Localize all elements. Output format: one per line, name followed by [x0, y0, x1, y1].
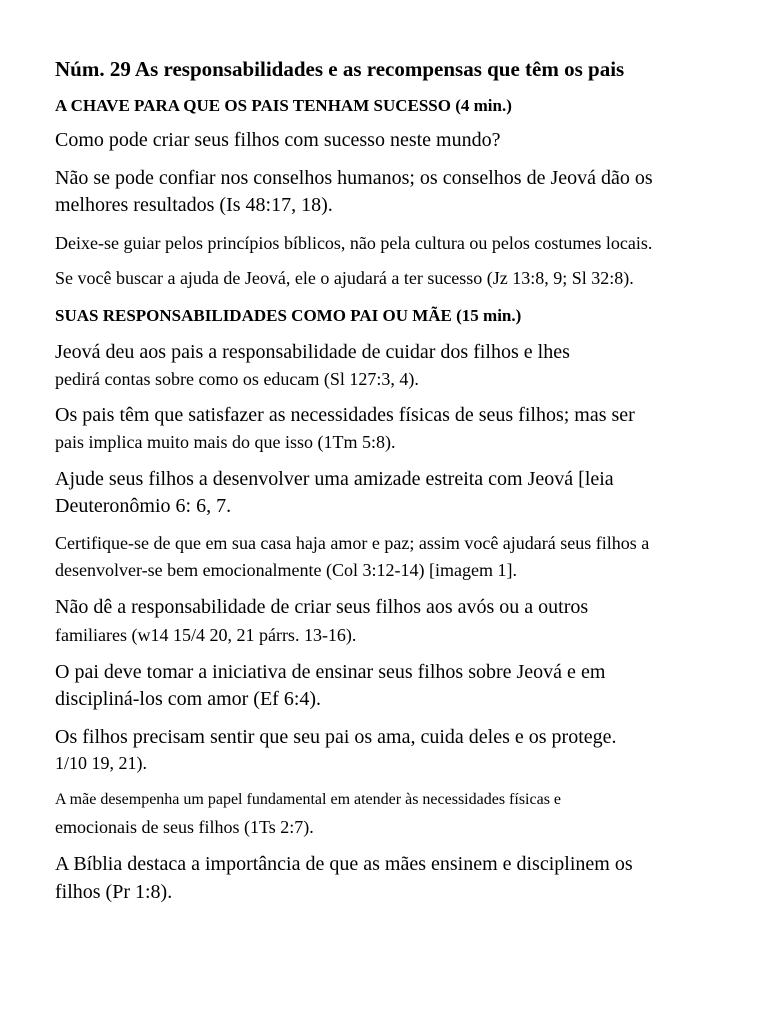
- paragraph-advice-line2: melhores resultados (Is 48:17, 18).: [55, 194, 333, 216]
- paragraph-question: Como pode criar seus filhos com sucesso neste mundo?: [55, 129, 501, 151]
- paragraph-father-line2: discipliná-los com amor (Ef 6:4).: [55, 688, 322, 710]
- paragraph-bible-line2: filhos (Pr 1:8).: [55, 881, 173, 903]
- paragraph-grandparents-line2: familiares (w14 15/4 20, 21 párrs. 13-16).: [55, 625, 357, 645]
- section-heading-responsibilities: SUAS RESPONSABILIDADES COMO PAI OU MÃE (15 min.): [55, 306, 522, 325]
- paragraph-father-line1: O pai deve tomar a iniciativa de ensinar seus filhos sobre Jeová e em: [55, 661, 606, 683]
- section-heading-key: A CHAVE PARA QUE OS PAIS TENHAM SUCESSO (4 min.): [55, 96, 512, 115]
- paragraph-responsibility-line2: pedirá contas sobre como os educam (Sl 127:3, 4).: [55, 369, 419, 389]
- document-title: Núm. 29 As responsabilidades e as recompensas que têm os pais: [55, 57, 625, 81]
- paragraph-love-line1: Certifique-se de que em sua casa haja amor e paz; assim você ajudará seus filhos a: [55, 533, 650, 553]
- paragraph-help: Se você buscar a ajuda de Jeová, ele o ajudará a ter sucesso (Jz 13:8, 9; Sl 32:8).: [55, 268, 634, 288]
- paragraph-needs-line2: pais implica muito mais do que isso (1Tm 5:8).: [55, 432, 396, 452]
- paragraph-friendship-line2: Deuteronômio 6: 6, 7.: [55, 495, 232, 517]
- paragraph-bible-line1: A Bíblia destaca a importância de que as mães ensinem e disciplinem os: [55, 853, 633, 875]
- paragraph-mother-line2: emocionais de seus filhos (1Ts 2:7).: [55, 817, 314, 837]
- paragraph-children-line2: 1/10 19, 21).: [55, 753, 147, 773]
- paragraph-children-line1: Os filhos precisam sentir que seu pai os ama, cuida deles e os protege.: [55, 726, 617, 748]
- paragraph-friendship-line1: Ajude seus filhos a desenvolver uma amizade estreita com Jeová [leia: [55, 468, 614, 490]
- paragraph-grandparents-line1: Não dê a responsabilidade de criar seus filhos aos avós ou a outros: [55, 596, 589, 618]
- paragraph-mother-line1: A mãe desempenha um papel fundamental em atender às necessidades físicas e: [55, 791, 562, 808]
- paragraph-advice-line1: Não se pode confiar nos conselhos humanos; os conselhos de Jeová dão os: [55, 167, 653, 189]
- paragraph-principles: Deixe-se guiar pelos princípios bíblicos, não pela cultura ou pelos costumes locais.: [55, 233, 653, 253]
- paragraph-needs-line1: Os pais têm que satisfazer as necessidades físicas de seus filhos; mas ser: [55, 404, 635, 426]
- paragraph-responsibility-line1: Jeová deu aos pais a responsabilidade de cuidar dos filhos e lhes: [55, 341, 570, 363]
- paragraph-love-line2: desenvolver-se bem emocionalmente (Col 3:12-14) [imagem 1].: [55, 560, 517, 580]
